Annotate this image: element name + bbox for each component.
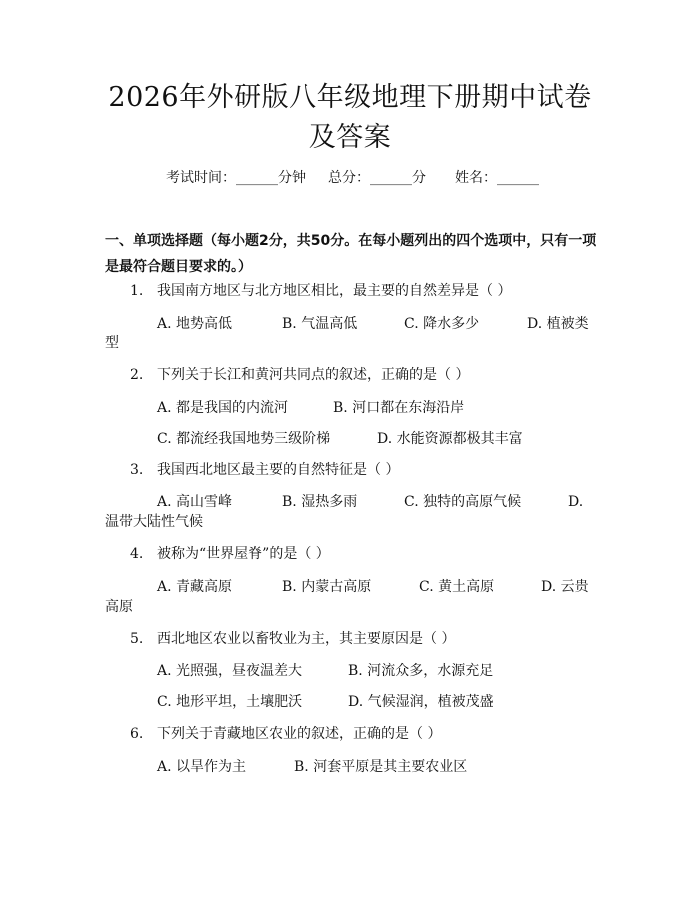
option-wrap-text: 温带大陆性气候 [105,514,203,530]
option-a: A. 高山雪峰 [157,494,233,510]
question-number: 6. [130,726,144,742]
question-number: 2. [130,367,144,383]
question-number: 5. [130,631,144,647]
option-c: C. 都流经我国地势三级阶梯 [157,431,331,447]
exam-time-label: 考试时间：______分钟 [166,170,306,186]
option-a: A. 都是我国的内流河 [157,400,289,416]
option-b: B. 内蒙古高原 [282,579,372,595]
section-heading: 一、单项选择题（每小题2分，共50分。在每小题列出的四个选项中，只有一项是最符合题目要求的。） [105,233,597,275]
option-d: D. 水能资源都极其丰富 [377,431,523,447]
option-d: D. 云贵 [541,579,589,595]
question-text: 被称为“世界屋脊”的是（ ） [157,546,330,562]
question-number: 1. [130,283,144,299]
question-text: 我国南方地区与北方地区相比，最主要的自然差异是（ ） [157,283,512,299]
option-b: B. 河流众多，水源充足 [348,663,494,679]
exam-title: 2026年外研版八年级地理下册期中试卷及答案 [108,82,592,153]
question-text: 下列关于青藏地区农业的叙述，正确的是（ ） [157,726,442,742]
option-b: B. 湿热多雨 [282,494,358,510]
option-b: B. 河口都在东海沿岸 [333,400,465,416]
option-b: B. 气温高低 [282,316,358,332]
question-text: 下列关于长江和黄河共同点的叙述，正确的是（ ） [157,367,470,383]
option-d: D. 植被类 [527,316,589,332]
question-number: 4. [130,546,144,562]
option-b: B. 河套平原是其主要农业区 [294,759,468,775]
option-c: C. 地形平坦，土壤肥沃 [157,694,303,710]
name-label: 姓名：______ [455,170,539,186]
option-a: A. 光照强，昼夜温差大 [157,663,303,679]
option-c: C. 黄土高原 [419,579,495,595]
option-c: C. 独特的高原气候 [404,494,522,510]
option-a: A. 地势高低 [157,316,233,332]
option-wrap-text: 型 [105,335,119,351]
question-number: 3. [130,462,144,478]
question-text: 西北地区农业以畜牧业为主，其主要原因是（ ） [157,631,456,647]
option-d: D. 气候湿润，植被茂盛 [348,694,494,710]
option-a: A. 青藏高原 [157,579,233,595]
total-score-label: 总分：______分 [328,170,426,186]
question-text: 我国西北地区最主要的自然特征是（ ） [157,462,400,478]
option-a: A. 以旱作为主 [157,759,247,775]
option-d: D. [568,494,584,510]
option-wrap-text: 高原 [105,599,133,615]
option-c: C. 降水多少 [404,316,480,332]
